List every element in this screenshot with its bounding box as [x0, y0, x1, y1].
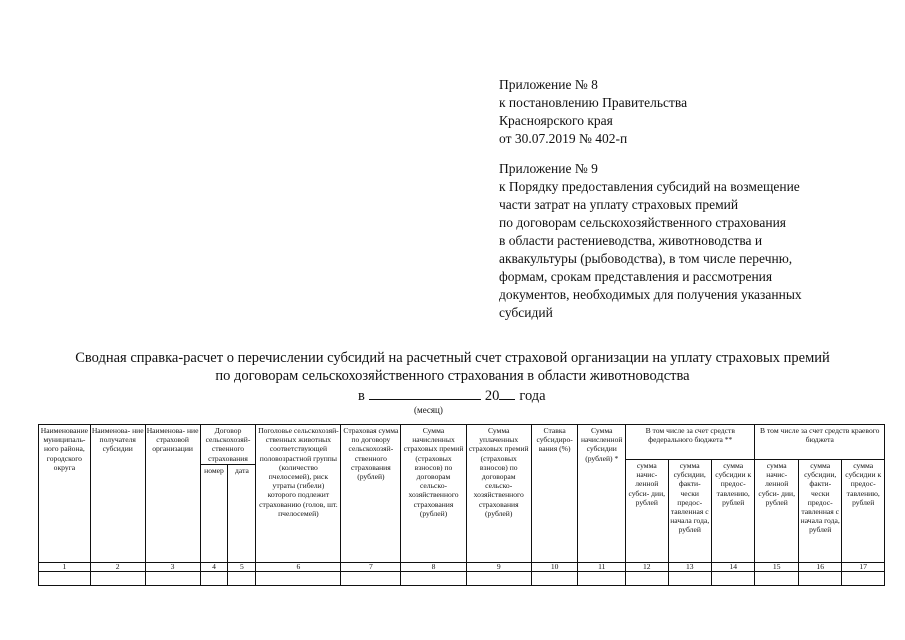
header-cell: В том числе за счет средств краевого бюджета: [755, 425, 885, 460]
table-cell[interactable]: [145, 571, 200, 585]
column-number: 17: [842, 562, 885, 571]
table-cell[interactable]: [466, 571, 531, 585]
annex-9-line: субсидий: [499, 305, 553, 320]
annex-9-block: [499, 160, 802, 322]
annex-8-line: Приложение № 8: [499, 77, 598, 92]
year-blank-field: [499, 388, 515, 400]
table-cell[interactable]: [626, 571, 668, 585]
column-number: 14: [711, 562, 755, 571]
column-number: 2: [90, 562, 145, 571]
annex-9-line: в области растениеводства, животноводства и: [499, 233, 763, 248]
table-cell[interactable]: [842, 571, 885, 585]
table-cell[interactable]: [90, 571, 145, 585]
title-line-1: Сводная справка-расчет о перечислении субсидий на расчетный счет страховой организации на уплату страховых премий: [75, 350, 830, 366]
header-cell: сумма начис- ленной субси- дии, рублей: [755, 460, 798, 563]
annex-9-line: аквакультуры (рыбоводства), в том числе перечню,: [499, 251, 793, 266]
table-cell[interactable]: [531, 571, 578, 585]
period-line: [358, 388, 546, 405]
document-title: [0, 349, 905, 385]
header-cell: Поголовье сельскохозяй- ственных животных соответствующей половозрастной группы (количество пчелосемей), риск утраты (гибели) которого подлежит страхованию (голов, шт. пчелосемей): [256, 425, 341, 563]
header-cell: сумма начис- ленной субси- дии, рублей: [626, 460, 668, 563]
header-cell: Наименование муниципаль- ного района, городского округа: [39, 425, 91, 563]
table-cell[interactable]: [755, 571, 798, 585]
annex-8-line: от 30.07.2019 № 402-п: [499, 131, 628, 146]
header-cell: сумма субсидии к предос- тавлению, рублей: [842, 460, 885, 563]
table-cell[interactable]: [341, 571, 401, 585]
column-number: 9: [466, 562, 531, 571]
table-cell[interactable]: [711, 571, 755, 585]
column-number: 1: [39, 562, 91, 571]
header-cell: Сумма начисленных страховых премий (страховых взносов) по договорам сельско- хозяйственного страхования (рублей): [401, 425, 466, 563]
column-number: 6: [256, 562, 341, 571]
header-cell: сумма субсидии, факти- чески предос- тавленная с начала года, рублей: [668, 460, 711, 563]
column-number: 5: [228, 562, 256, 571]
month-caption: (месяц): [414, 405, 443, 415]
subsidy-table: [38, 424, 885, 586]
column-number: 4: [200, 562, 228, 571]
annex-9-line: к Порядку предоставления субсидий на возмещение: [499, 179, 800, 194]
month-blank-field: [369, 388, 481, 400]
annex-8-line: Красноярского края: [499, 113, 613, 128]
column-number: 15: [755, 562, 798, 571]
title-line-2: по договорам сельскохозяйственного страхования в области животноводства: [215, 368, 690, 384]
table-cell[interactable]: [228, 571, 256, 585]
annex-9-line: документов, необходимых для получения указанных: [499, 287, 802, 302]
header-cell: Наименова- ние получателя субсидии: [90, 425, 145, 563]
header-cell: Сумма начисленной субсидии (рублей) *: [578, 425, 626, 563]
period-prefix: в: [358, 388, 365, 404]
header-cell: Ставка субсидиро- вания (%): [531, 425, 578, 563]
table-cell[interactable]: [668, 571, 711, 585]
header-cell: сумма субсидии к предос- тавлению, рублей: [711, 460, 755, 563]
header-cell: Договор сельскохозяй- ственного страхования: [200, 425, 256, 465]
header-cell: сумма субсидии, факти- чески предос- тавленная с начала года, рублей: [798, 460, 841, 563]
year-prefix: 20: [484, 388, 500, 404]
header-cell: Сумма уплаченных страховых премий (страховых взносов) по договорам сельско- хозяйственного страхования (рублей): [466, 425, 531, 563]
annex-9-line: Приложение № 9: [499, 161, 598, 176]
annex-9-line: части затрат на уплату страховых премий: [499, 197, 739, 212]
annex-8-block: [499, 76, 687, 148]
header-row-1: [39, 425, 885, 460]
table-cell[interactable]: [401, 571, 466, 585]
column-number: 8: [401, 562, 466, 571]
annex-9-line: формам, срокам представления и рассмотрения: [499, 269, 773, 284]
column-number: 12: [626, 562, 668, 571]
header-cell: Наименова- ние страховой организации: [145, 425, 200, 563]
header-cell: дата: [228, 464, 256, 562]
column-number: 11: [578, 562, 626, 571]
column-number: 10: [531, 562, 578, 571]
header-cell: Страховая сумма по договору сельскохозяй- ственного страхования (рублей): [341, 425, 401, 563]
header-cell: В том числе за счет средств федерального бюджета **: [626, 425, 755, 460]
table-cell[interactable]: [200, 571, 228, 585]
table-cell[interactable]: [798, 571, 841, 585]
table-cell[interactable]: [256, 571, 341, 585]
column-number: 7: [341, 562, 401, 571]
period-suffix: года: [519, 388, 546, 404]
column-number: 3: [145, 562, 200, 571]
column-number-row: [39, 562, 885, 571]
table-cell[interactable]: [578, 571, 626, 585]
header-cell: номер: [200, 464, 228, 562]
annex-8-line: к постановлению Правительства: [499, 95, 688, 110]
table-row: [39, 571, 885, 585]
table-cell[interactable]: [39, 571, 91, 585]
annex-9-line: по договорам сельскохозяйственного страхования: [499, 215, 787, 230]
column-number: 16: [798, 562, 841, 571]
column-number: 13: [668, 562, 711, 571]
